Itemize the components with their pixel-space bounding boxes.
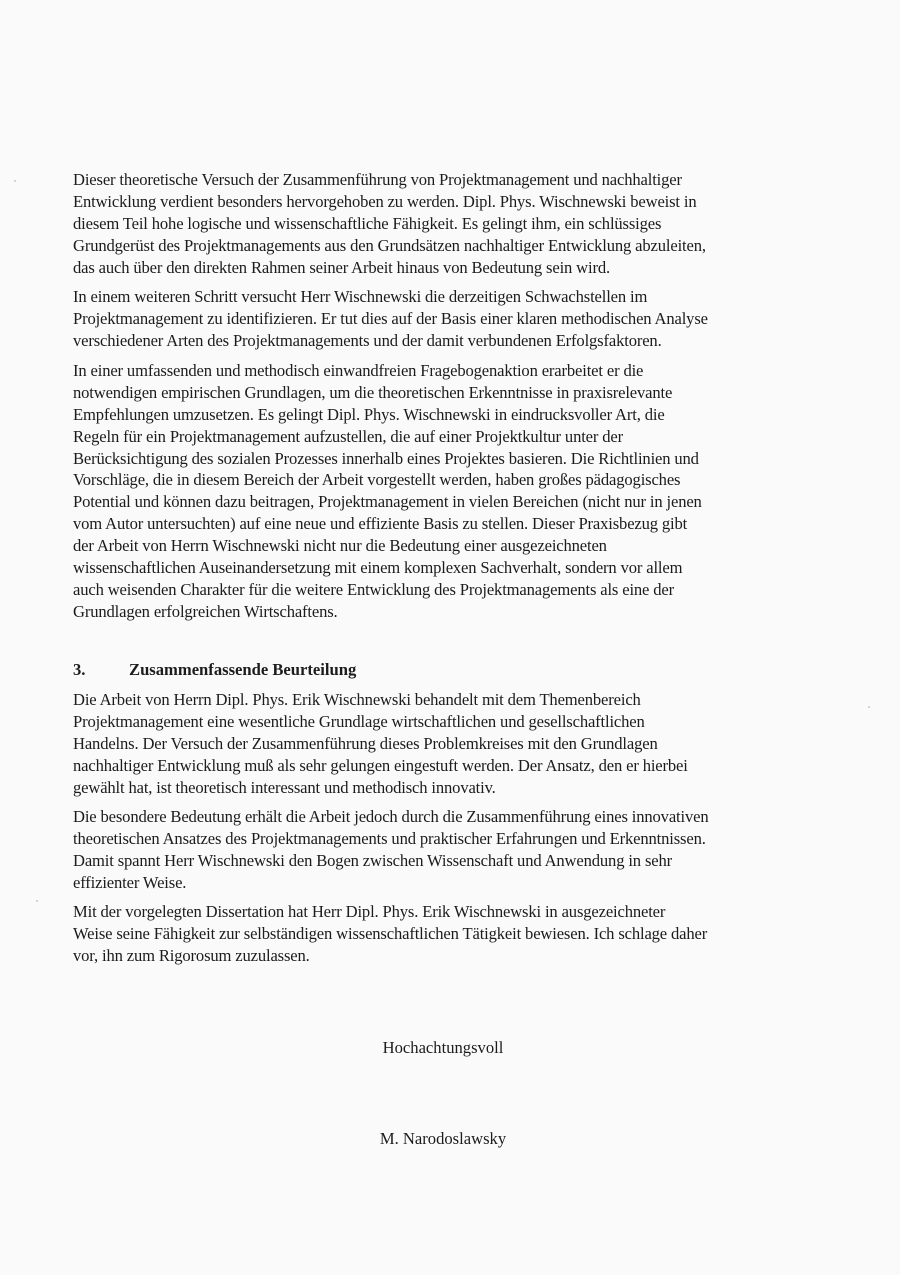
text-line: In einer umfassenden und methodisch einwandfreien Fragebogenaktion erarbeitet er die — [73, 361, 644, 380]
text-line: Empfehlungen umzusetzen. Es gelingt Dipl. Phys. Wischnewski in eindrucksvoller Art, die — [73, 404, 665, 424]
text-line: vom Autor untersuchten) auf eine neue und effiziente Basis zu stellen. Dieser Praxisbezug gibt — [73, 514, 688, 534]
section-number: 3. — [73, 660, 86, 679]
text-line: notwendigen empirischen Grundlagen, um die theoretischen Erkenntnisse in praxisrelevante — [73, 382, 673, 402]
text-line: effizienter Weise. — [73, 872, 187, 892]
text-line: theoretischen Ansatzes des Projektmanagements und praktischer Erfahrungen und Erkenntnissen. — [73, 828, 706, 848]
text-line: Dieser theoretische Versuch der Zusammenführung von Projektmanagement und nachhaltiger — [73, 170, 682, 189]
text-line: Weise seine Fähigkeit zur selbständigen wissenschaftlichen Tätigkeit bewiesen. Ich schlage daher — [73, 923, 708, 943]
section-title: Zusammenfassende Beurteilung — [129, 660, 357, 679]
text-line: Projektmanagement eine wesentliche Grundlage wirtschaftlichen und gesellschaftlichen — [73, 711, 645, 731]
scan-speck — [36, 900, 38, 902]
paragraph-3 — [73, 360, 863, 623]
text-line: verschiedener Arten des Projektmanagements und der damit verbundenen Erfolgsfaktoren. — [73, 330, 662, 350]
closing-salutation: Hochachtungsvoll — [382, 1038, 504, 1057]
text-line: Die besondere Bedeutung erhält die Arbeit jedoch durch die Zusammenführung eines innovativen — [73, 807, 709, 826]
text-line: wissenschaftlichen Auseinandersetzung mit einem komplexen Sachverhalt, sondern vor allem — [73, 558, 683, 578]
paragraph-1 — [73, 169, 863, 278]
text-line: Handelns. Der Versuch der Zusammenführung dieses Problemkreises mit den Grundlagen — [73, 733, 658, 753]
paragraph-2 — [73, 286, 863, 352]
text-line: vor, ihn zum Rigorosum zuzulassen. — [73, 945, 310, 965]
text-line: auch weisenden Charakter für die weitere Entwicklung des Projektmanagements als eine der — [73, 579, 675, 599]
text-line: Die Arbeit von Herrn Dipl. Phys. Erik Wischnewski behandelt mit dem Themenbereich — [73, 690, 641, 709]
text-line: Grundlagen erfolgreichen Wirtschaftens. — [73, 601, 338, 621]
signature-name: M. Narodoslawsky — [379, 1129, 507, 1148]
text-line: das auch über den direkten Rahmen seiner Arbeit hinaus von Bedeutung sein wird. — [73, 257, 610, 277]
paragraph-5 — [73, 806, 863, 894]
text-line: nachhaltiger Entwicklung muß als sehr gelungen eingestuft werden. Der Ansatz, den er hierbei — [73, 755, 688, 775]
text-line: gewählt hat, ist theoretisch interessant und methodisch innovativ. — [73, 777, 496, 797]
text-line: Damit spannt Herr Wischnewski den Bogen zwischen Wissenschaft und Anwendung in sehr — [73, 850, 672, 870]
text-line: Vorschläge, die in diesem Bereich der Arbeit vorgestellt werden, haben großes pädagogisches — [73, 470, 681, 490]
scan-speck — [14, 180, 16, 182]
paragraph-6 — [73, 901, 863, 967]
text-line: Mit der vorgelegten Dissertation hat Herr Dipl. Phys. Erik Wischnewski in ausgezeichneter — [73, 902, 666, 921]
text-line: Projektmanagement zu identifizieren. Er tut dies auf der Basis einer klaren methodischen Analyse — [73, 308, 708, 328]
text-line: der Arbeit von Herrn Wischnewski nicht nur die Bedeutung einer ausgezeichneten — [73, 536, 607, 556]
text-line: Entwicklung verdient besonders hervorgehoben zu werden. Dipl. Phys. Wischnewski beweist in — [73, 191, 697, 211]
text-line: Potential und können dazu beitragen, Projektmanagement in vielen Bereichen (nicht nur in jenen — [73, 492, 702, 512]
paragraph-4 — [73, 689, 863, 798]
scan-speck — [868, 706, 870, 708]
text-line: Grundgerüst des Projektmanagements aus den Grundsätzen nachhaltiger Entwicklung abzuleiten, — [73, 235, 706, 255]
text-line: Regeln für ein Projektmanagement aufzustellen, die auf einer Projektkultur unter der — [73, 426, 624, 446]
text-line: In einem weiteren Schritt versucht Herr Wischnewski die derzeitigen Schwachstellen im — [73, 287, 648, 306]
text-line: Berücksichtigung des sozialen Prozesses innerhalb eines Projektes basieren. Die Richtlinien und — [73, 448, 699, 468]
section-heading — [73, 660, 356, 680]
text-line: diesem Teil hohe logische und wissenschaftliche Fähigkeit. Es gelingt ihm, ein schlüssiges — [73, 213, 662, 233]
